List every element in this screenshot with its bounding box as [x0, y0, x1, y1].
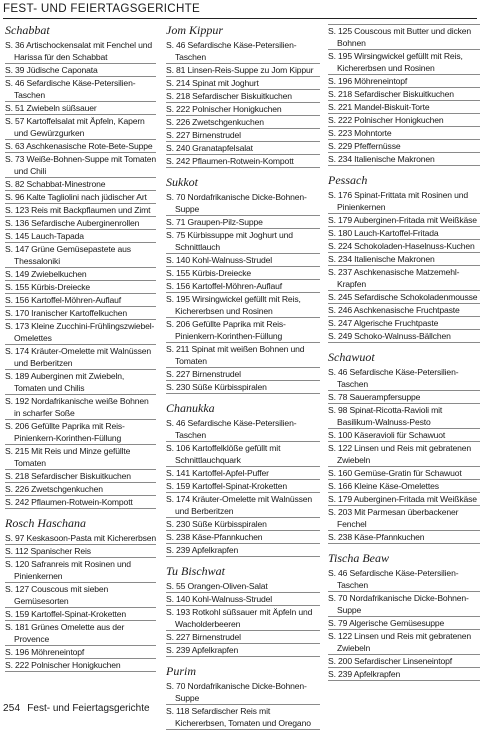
index-section [166, 565, 320, 657]
recipe-entry: S. 147 Grüne Gemüsepastete aus Thessaloniki [5, 243, 156, 268]
recipe-entry: S. 145 Lauch-Tapada [5, 230, 156, 243]
recipe-entry: S. 46 Sefardische Käse-Petersilien-Taschen [5, 77, 156, 102]
recipe-entry: S. 215 Mit Reis und Minze gefüllte Tomaten [5, 445, 156, 470]
recipe-entry: S. 166 Kleine Käse-Omelettes [328, 480, 480, 493]
index-section [328, 24, 480, 166]
recipe-entry: S. 196 Möhreneintopf [5, 646, 156, 659]
recipe-entry: S. 127 Couscous mit sieben Gemüsesorten [5, 583, 156, 608]
recipe-entry: S. 170 Iranischer Kartoffelkuchen [5, 307, 156, 320]
recipe-entry: S. 179 Auberginen-Fritada mit Weißkäse [328, 493, 480, 506]
recipe-entry: S. 195 Wirsingwickel gefüllt mit Reis, Kichererbsen und Rosinen [328, 50, 480, 75]
recipe-entry: S. 125 Couscous mit Butter und dicken Bohnen [328, 24, 480, 50]
recipe-entry: S. 211 Spinat mit weißen Bohnen und Tomaten [166, 343, 320, 368]
recipe-entry: S. 239 Apfelkrapfen [328, 668, 480, 681]
index-section [328, 351, 480, 544]
recipe-entry: S. 245 Sefardische Schokoladenmousse [328, 291, 480, 304]
recipe-entry: S. 249 Schoko-Walnuss-Bällchen [328, 330, 480, 343]
recipe-entry: S. 223 Mohntorte [328, 127, 480, 140]
recipe-entry: S. 240 Granatapfelsalat [166, 142, 320, 155]
column-2 [166, 24, 320, 738]
section-title: Tu Bischwat [166, 564, 226, 578]
recipe-entry: S. 242 Pflaumen-Rotwein-Kompott [166, 155, 320, 168]
recipe-entry: S. 39 Jüdische Caponata [5, 64, 156, 77]
recipe-entry: S. 174 Kräuter-Omelette mit Walnüssen und Berberitzen [5, 345, 156, 370]
recipe-entry: S. 227 Birnenstrudel [166, 631, 320, 644]
recipe-entry: S. 70 Nordafrikanische Dicke-Bohnen-Suppe [166, 680, 320, 705]
recipe-entry: S. 229 Pfeffernüsse [328, 140, 480, 153]
index-section [328, 174, 480, 343]
recipe-entry: S. 180 Lauch-Kartoffel-Fritada [328, 227, 480, 240]
recipe-entry: S. 46 Sefardische Käse-Petersilien-Taschen [166, 39, 320, 64]
recipe-entry: S. 106 Kartoffelklöße gefüllt mit Schnittlauchquark [166, 442, 320, 467]
section-title: Pessach [328, 173, 368, 187]
column-1 [5, 24, 156, 680]
recipe-entry: S. 46 Sefardische Käse-Petersilien-Taschen [166, 417, 320, 442]
recipe-entry: S. 218 Sefardischer Biskuitkuchen [166, 90, 320, 103]
recipe-entry: S. 226 Zwetschgenkuchen [166, 116, 320, 129]
index-section [166, 24, 320, 168]
recipe-entry: S. 206 Gefüllte Paprika mit Reis-Pinienkern-Korinthen-Füllung [166, 318, 320, 343]
recipe-entry: S. 234 Italienische Makronen [328, 153, 480, 166]
recipe-entry: S. 221 Mandel-Biskuit-Torte [328, 101, 480, 114]
recipe-entry: S. 120 Safranreis mit Rosinen und Pinienkernen [5, 558, 156, 583]
recipe-entry: S. 57 Kartoffelsalat mit Äpfeln, Kapern und Gewürzgurken [5, 115, 156, 140]
recipe-entry: S. 63 Aschkenasische Rote-Bete-Suppe [5, 140, 156, 153]
recipe-entry: S. 192 Nordafrikanische weiße Bohnen in scharfer Soße [5, 395, 156, 420]
recipe-entry: S. 226 Zwetschgenkuchen [5, 483, 156, 496]
recipe-entry: S. 173 Kleine Zucchini-Frühlingszwiebel-Omelettes [5, 321, 155, 343]
recipe-entry: S. 222 Polnischer Honigkuchen [328, 114, 480, 127]
index-section [5, 24, 156, 509]
recipe-entry: S. 159 Kartoffel-Spinat-Kroketten [166, 480, 320, 493]
recipe-entry: S. 75 Kürbissuppe mit Joghurt und Schnittlauch [166, 229, 320, 254]
recipe-entry: S. 237 Aschkenasische Matzemehl-Krapfen [328, 266, 480, 291]
index-section [328, 552, 480, 681]
recipe-entry: S. 141 Kartoffel-Apfel-Puffer [166, 467, 320, 480]
recipe-entry: S. 51 Zwiebeln süßsauer [5, 102, 156, 115]
recipe-entry: S. 195 Wirsingwickel gefüllt mit Reis, Kichererbsen und Rosinen [166, 293, 320, 318]
recipe-entry: S. 71 Graupen-Pilz-Suppe [166, 216, 320, 229]
recipe-entry: S. 155 Kürbis-Dreiecke [166, 267, 320, 280]
recipe-entry: S. 159 Kartoffel-Spinat-Kroketten [5, 608, 156, 621]
recipe-entry: S. 222 Polnischer Honigkuchen [5, 659, 156, 672]
recipe-entry: S. 176 Spinat-Frittata mit Rosinen und Pinienkernen [328, 189, 480, 214]
recipe-entry: S. 97 Keskasoon-Pasta mit Kichererbsen [5, 533, 156, 543]
recipe-entry: S. 238 Käse-Pfannkuchen [166, 531, 320, 544]
recipe-entry: S. 140 Kohl-Walnuss-Strudel [166, 593, 320, 606]
recipe-entry: S. 36 Artischockensalat mit Fenchel und Harissa für den Schabbat [5, 39, 156, 64]
recipe-entry: S. 214 Spinat mit Joghurt [166, 77, 320, 90]
recipe-entry: S. 174 Kräuter-Omelette mit Walnüssen und Berberitzen [166, 493, 320, 518]
recipe-entry: S. 100 Käseravioli für Schawuot [328, 429, 480, 442]
recipe-entry: S. 206 Gefüllte Paprika mit Reis-Pinienkern-Korinthen-Füllung [5, 420, 156, 445]
recipe-entry: S. 96 Kalte Tagliolini nach jüdischer Art [5, 191, 156, 204]
page-number: 254 [3, 703, 21, 714]
recipe-entry: S. 46 Sefardische Käse-Petersilien-Taschen [328, 366, 480, 391]
recipe-entry: S. 193 Rotkohl süßsauer mit Äpfeln und Wacholderbeeren [166, 606, 320, 631]
recipe-entry: S. 149 Zwiebelkuchen [5, 268, 156, 281]
recipe-entry: S. 55 Orangen-Oliven-Salat [166, 580, 320, 593]
recipe-entry: S. 196 Möhreneintopf [328, 75, 480, 88]
recipe-entry: S. 189 Auberginen mit Zwiebeln, Tomaten und Chilis [5, 370, 156, 395]
recipe-entry: S. 242 Pflaumen-Rotwein-Kompott [5, 496, 156, 509]
recipe-entry: S. 78 Sauerampfersuppe [328, 391, 480, 404]
page-header [3, 0, 477, 19]
recipe-entry: S. 73 Weiße-Bohnen-Suppe mit Tomaten und Chili [5, 154, 156, 176]
recipe-entry: S. 160 Gemüse-Gratin für Schawuot [328, 467, 480, 480]
index-section [166, 665, 320, 730]
column-3 [328, 24, 480, 689]
section-title: Sukkot [166, 175, 198, 189]
recipe-entry: S. 247 Algerische Fruchtpaste [328, 317, 480, 330]
recipe-entry: S. 227 Birnenstrudel [166, 129, 320, 142]
recipe-entry: S. 246 Aschkenasische Fruchtpaste [328, 304, 480, 317]
recipe-entry: S. 81 Linsen-Reis-Suppe zu Jom Kippur [166, 64, 320, 77]
recipe-entry: S. 230 Süße Kürbisspiralen [166, 518, 320, 531]
recipe-entry: S. 122 Linsen und Reis mit gebratenen Zwiebeln [328, 442, 480, 467]
recipe-entry: S. 155 Kürbis-Dreiecke [5, 281, 156, 294]
recipe-entry: S. 238 Käse-Pfannkuchen [328, 531, 480, 544]
recipe-entry: S. 239 Apfelkrapfen [166, 544, 320, 557]
footer-title: Fest- und Feiertagsgerichte [27, 703, 150, 714]
section-title: Jom Kippur [166, 23, 223, 37]
recipe-entry: S. 224 Schokoladen-Haselnuss-Kuchen [328, 240, 480, 253]
recipe-entry: S. 156 Kartoffel-Möhren-Auflauf [166, 280, 320, 293]
index-section [166, 402, 320, 557]
recipe-entry: S. 203 Mit Parmesan überbackener Fenchel [328, 506, 480, 531]
recipe-entry: S. 136 Sefardische Auberginenrollen [5, 217, 156, 230]
section-title: Schawuot [328, 350, 375, 364]
recipe-entry: S. 181 Grünes Omelette aus der Provence [5, 621, 156, 646]
recipe-entry: S. 234 Italienische Makronen [328, 253, 480, 266]
section-title: Rosch Haschana [5, 516, 86, 530]
page-footer [3, 702, 150, 716]
recipe-entry: S. 122 Linsen und Reis mit gebratenen Zwiebeln [328, 630, 480, 655]
recipe-entry: S. 112 Spanischer Reis [5, 545, 156, 558]
recipe-entry: S. 156 Kartoffel-Möhren-Auflauf [5, 294, 156, 307]
recipe-entry: S. 98 Spinat-Ricotta-Ravioli mit Basilikum-Walnuss-Pesto [328, 404, 480, 429]
recipe-entry: S. 46 Sefardische Käse-Petersilien-Taschen [328, 567, 480, 592]
recipe-entry: S. 79 Algerische Gemüsesuppe [328, 617, 480, 630]
recipe-entry: S. 70 Nordafrikanische Dicke-Bohnen-Suppe [328, 592, 480, 617]
recipe-entry: S. 140 Kohl-Walnuss-Strudel [166, 254, 320, 267]
recipe-entry: S. 230 Süße Kürbisspiralen [166, 381, 320, 394]
section-title: Tischa Beaw [328, 551, 390, 565]
recipe-entry: S. 123 Reis mit Backpflaumen und Zimt [5, 204, 156, 217]
recipe-entry: S. 70 Nordafrikanische Dicke-Bohnen-Suppe [166, 191, 320, 216]
recipe-entry: S. 218 Sefardischer Biskuitkuchen [328, 88, 480, 101]
section-title: Schabbat [5, 23, 50, 37]
recipe-entry: S. 179 Auberginen-Fritada mit Weißkäse [328, 214, 480, 227]
recipe-entry: S. 227 Birnenstrudel [166, 368, 320, 381]
section-title: Chanukka [166, 401, 215, 415]
recipe-entry: S. 218 Sefardischer Biskuitkuchen [5, 470, 156, 483]
header-title: FEST- UND FEIERTAGSGERICHTE [3, 2, 201, 15]
index-section [166, 176, 320, 394]
recipe-entry: S. 82 Schabbat-Minestrone [5, 178, 156, 191]
index-section [5, 517, 156, 672]
recipe-entry: S. 222 Polnischer Honigkuchen [166, 103, 320, 116]
recipe-entry: S. 118 Sefardischer Reis mit Kichererbsen, Tomaten und Oregano [166, 705, 320, 730]
recipe-entry: S. 200 Sefardischer Linseneintopf [328, 655, 480, 668]
section-title: Purim [166, 664, 196, 678]
recipe-entry: S. 239 Apfelkrapfen [166, 644, 320, 657]
